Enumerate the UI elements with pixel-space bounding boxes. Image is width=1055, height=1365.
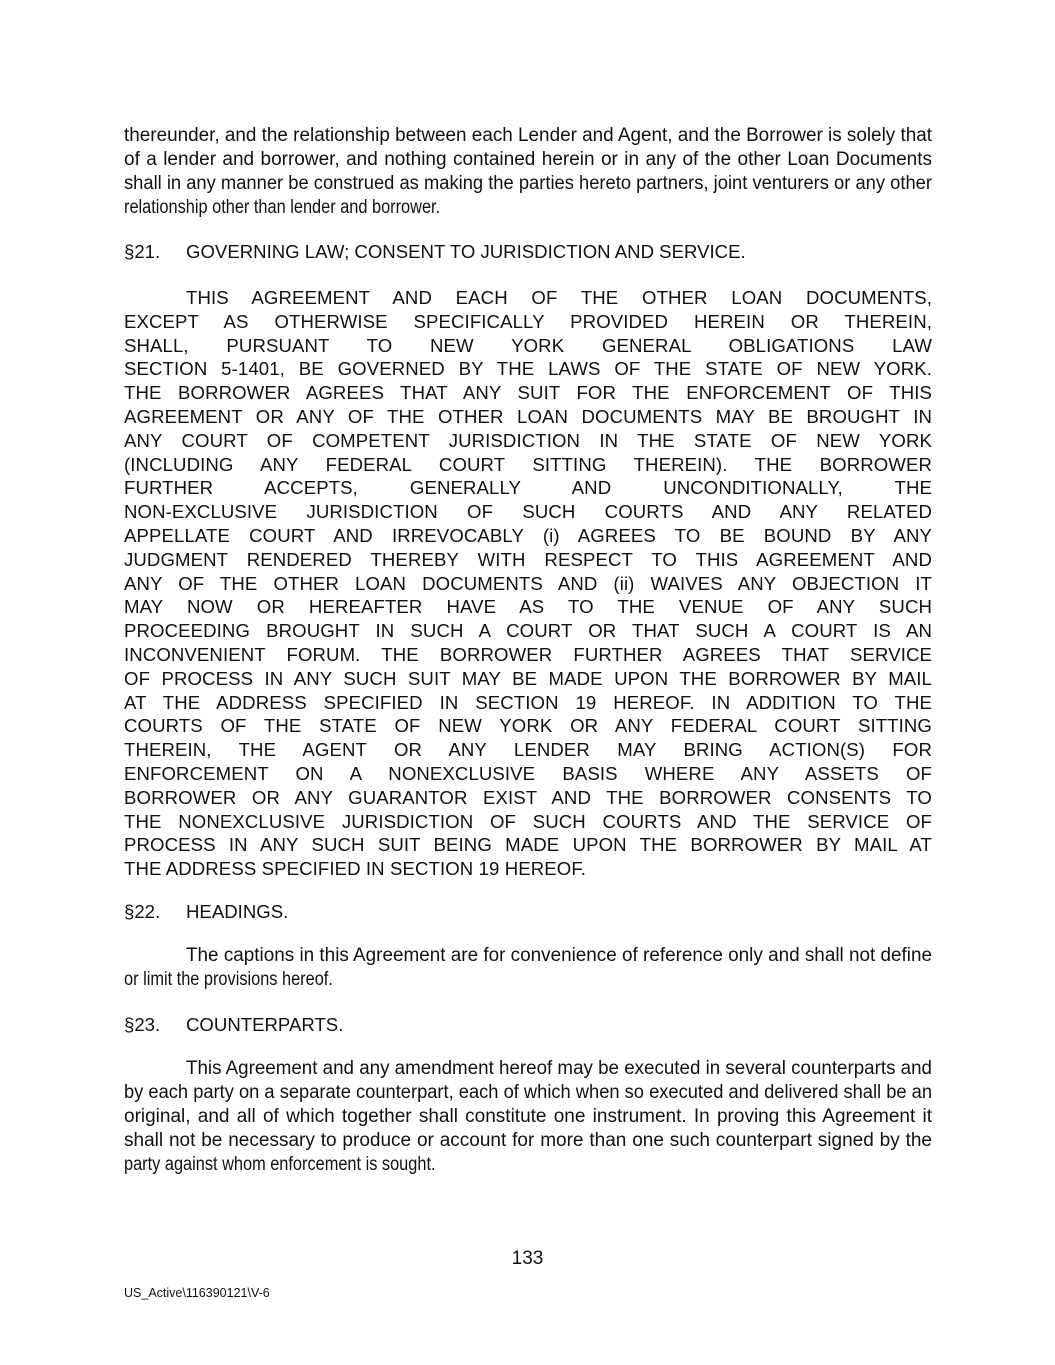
text-line: FURTHER ACCEPTS, GENERALLY AND UNCONDITIONALLY, THE — [124, 477, 932, 499]
text-line: shall in any manner be construed as making the parties hereto partners, joint venturers or any other — [124, 173, 932, 194]
text-line: THE BORROWER AGREES THAT ANY SUIT FOR THE ENFORCEMENT OF THIS — [124, 382, 932, 404]
text-line: OF PROCESS IN ANY SUCH SUIT MAY BE MADE UPON THE BORROWER BY MAIL — [124, 667, 932, 689]
text-line: EXCEPT AS OTHERWISE SPECIFICALLY PROVIDED HEREIN OR THEREIN, — [124, 310, 932, 332]
text-line: The captions in this Agreement are for convenience of reference only and shall not define — [186, 945, 932, 966]
text-line: THEREIN, THE AGENT OR ANY LENDER MAY BRING ACTION(S) FOR — [124, 739, 932, 761]
text-line: AGREEMENT OR ANY OF THE OTHER LOAN DOCUMENTS MAY BE BROUGHT IN — [124, 406, 932, 427]
text-line: JUDGMENT RENDERED THEREBY WITH RESPECT TO THIS AGREEMENT AND — [124, 548, 932, 570]
section-number: §23. — [124, 1014, 161, 1035]
section-heading-22 — [124, 900, 932, 924]
document-footer-id: US_Active\116390121\V-6 — [124, 1286, 270, 1300]
text-line: APPELLATE COURT AND IRREVOCABLY (i) AGREES TO BE BOUND BY ANY — [124, 525, 932, 546]
text-line: PROCESS IN ANY SUCH SUIT BEING MADE UPON THE BORROWER BY MAIL AT — [124, 834, 932, 856]
text-line: ANY OF THE OTHER LOAN DOCUMENTS AND (ii) WAIVES ANY OBJECTION IT — [124, 572, 932, 594]
section-title: GOVERNING LAW; CONSENT TO JURISDICTION AND SERVICE. — [186, 241, 746, 262]
section-number: §22. — [124, 901, 161, 922]
text-line: THE ADDRESS SPECIFIED IN SECTION 19 HEREOF. — [124, 858, 587, 880]
text-line: MAY NOW OR HEREAFTER HAVE AS TO THE VENUE OF ANY SUCH — [124, 596, 932, 618]
page-number: 133 — [511, 1248, 544, 1269]
text-line: relationship other than lender and borrower. — [124, 197, 441, 218]
text-line: COURTS OF THE STATE OF NEW YORK OR ANY FEDERAL COURT SITTING — [124, 715, 932, 737]
text-line: of a lender and borrower, and nothing contained herein or in any of the other Loan Documents — [124, 149, 932, 170]
text-line: or limit the provisions hereof. — [124, 969, 333, 990]
text-line: original, and all of which together shall constitute one instrument. In proving this Agreement it — [124, 1106, 932, 1127]
text-line: AT THE ADDRESS SPECIFIED IN SECTION 19 HEREOF. IN ADDITION TO THE — [124, 691, 932, 713]
text-line: ENFORCEMENT ON A NONEXCLUSIVE BASIS WHERE ANY ASSETS OF — [124, 763, 932, 784]
text-line: NON-EXCLUSIVE JURISDICTION OF SUCH COURTS AND ANY RELATED — [124, 501, 932, 523]
text-line: shall not be necessary to produce or account for more than one such counterpart signed by the — [124, 1130, 932, 1151]
text-line: SHALL, PURSUANT TO NEW YORK GENERAL OBLIGATIONS LAW — [124, 334, 932, 356]
section-title: HEADINGS. — [186, 901, 289, 922]
text-line: ANY COURT OF COMPETENT JURISDICTION IN THE STATE OF NEW YORK — [124, 429, 932, 451]
section-heading-21 — [124, 240, 932, 264]
text-line: by each party on a separate counterpart, each of which when so executed and delivered shall be an — [124, 1082, 932, 1103]
text-line: PROCEEDING BROUGHT IN SUCH A COURT OR THAT SUCH A COURT IS AN — [124, 620, 932, 642]
text-line: SECTION 5-1401, BE GOVERNED BY THE LAWS OF THE STATE OF NEW YORK. — [124, 358, 932, 380]
text-line: party against whom enforcement is sought. — [124, 1154, 436, 1175]
text-line: THIS AGREEMENT AND EACH OF THE OTHER LOAN DOCUMENTS, — [186, 287, 932, 308]
text-line: INCONVENIENT FORUM. THE BORROWER FURTHER AGREES THAT SERVICE — [124, 644, 932, 665]
text-line: (INCLUDING ANY FEDERAL COURT SITTING THEREIN). THE BORROWER — [124, 453, 932, 475]
section-heading-23 — [124, 1013, 932, 1037]
text-line: BORROWER OR ANY GUARANTOR EXIST AND THE BORROWER CONSENTS TO — [124, 786, 932, 808]
text-line: thereunder, and the relationship between each Lender and Agent, and the Borrower is solely that — [124, 125, 932, 146]
section-title: COUNTERPARTS. — [186, 1014, 344, 1035]
text-line: This Agreement and any amendment hereof may be executed in several counterparts and — [186, 1058, 932, 1079]
section-number: §21. — [124, 241, 161, 262]
text-line: THE NONEXCLUSIVE JURISDICTION OF SUCH COURTS AND THE SERVICE OF — [124, 810, 932, 832]
